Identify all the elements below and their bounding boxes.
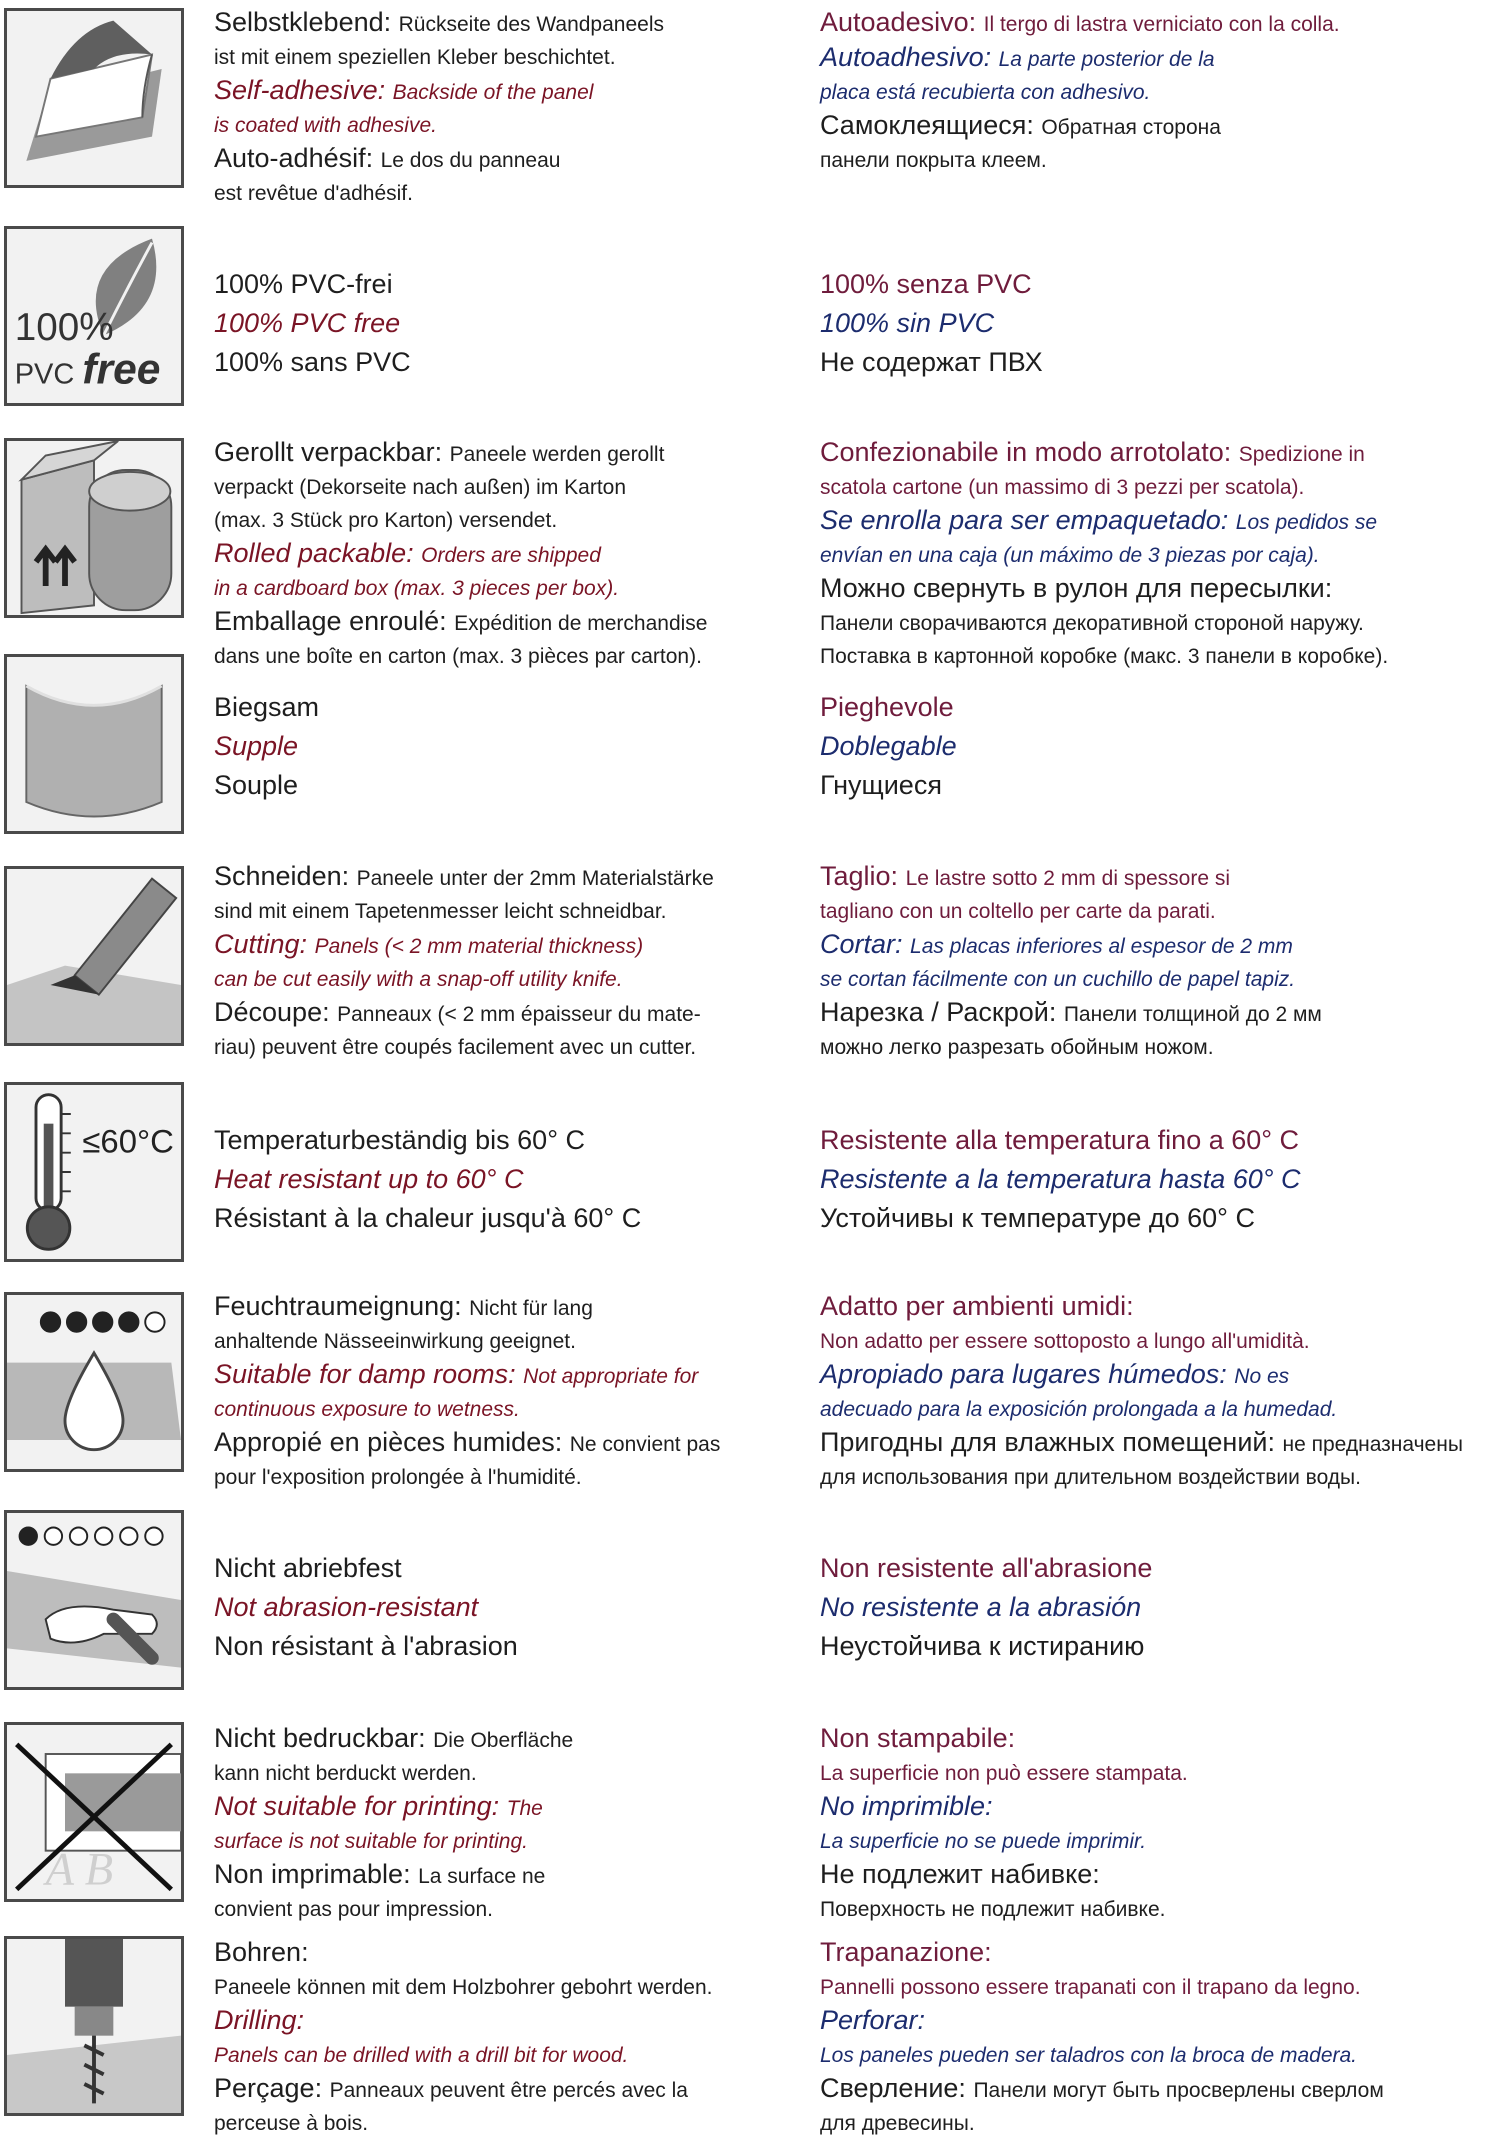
abrasion-hand-icon [4, 1510, 184, 1690]
text-line [214, 572, 784, 605]
feature-description: in a cardboard box (max. 3 pieces per box). [214, 577, 620, 600]
feature-description: Panneaux peuvent être percés avec la [329, 2079, 688, 2102]
text-line [820, 504, 1500, 539]
feature-heading: Не содержат ПВХ [820, 347, 1043, 377]
text-line [214, 1628, 784, 1667]
text-line [214, 1858, 784, 1893]
text-line [214, 41, 784, 74]
text-line [214, 1461, 784, 1494]
text-line [820, 1936, 1500, 1971]
peel-sheet-icon [4, 8, 184, 188]
text-line [214, 1722, 784, 1757]
text-line [820, 1290, 1500, 1325]
text-line [820, 1971, 1500, 2004]
feature-heading: Non résistant à l'abrasion [214, 1631, 518, 1661]
text-line [214, 2039, 784, 2072]
feature-heading: Not suitable for printing: [214, 1791, 507, 1821]
text-line [820, 607, 1500, 640]
text-line [820, 1161, 1500, 1200]
feature-text-right [820, 1550, 1500, 1667]
text-line [214, 1893, 784, 1926]
text-line [820, 2072, 1500, 2107]
text-line [214, 1589, 784, 1628]
text-line [214, 504, 784, 537]
text-line [820, 266, 1500, 305]
feature-heading: Souple [214, 770, 299, 800]
text-line [214, 537, 784, 572]
feature-description: Панели сворачиваются декоративной стороной наружу. [820, 612, 1364, 635]
feature-description: No es [1234, 1365, 1290, 1388]
feature-description: Las placas inferiores al espesor de 2 mm [910, 935, 1293, 958]
text-line [214, 2004, 784, 2039]
text-line [214, 436, 784, 471]
feature-text-left [214, 1936, 784, 2140]
feature-description: Nicht für lang [469, 1297, 593, 1320]
feature-heading: Cortar: [820, 929, 911, 959]
text-line [820, 728, 1500, 767]
text-line [214, 640, 784, 673]
text-line [820, 1589, 1500, 1628]
feature-heading: Nicht bedruckbar: [214, 1723, 434, 1753]
text-line [820, 344, 1500, 383]
feature-heading: Résistant à la chaleur jusqu'à 60° C [214, 1203, 642, 1233]
feature-description: est revêtue d'adhésif. [214, 182, 413, 205]
feature-description: scatola cartone (un massimo di 3 pezzi per scatola). [820, 476, 1305, 499]
feature-text-left [214, 860, 784, 1064]
feature-heading: Гнущиеся [820, 770, 942, 800]
feature-description: placa está recubierta con adhesivo. [820, 81, 1151, 104]
text-line [214, 471, 784, 504]
text-line [820, 1722, 1500, 1757]
text-line [820, 1325, 1500, 1358]
feature-description: pour l'exposition prolongée à l'humidité. [214, 1466, 582, 1489]
feature-description: Die Oberfläche [433, 1729, 574, 1752]
feature-description: Non adatto per essere sottoposto a lungo all'umidità. [820, 1330, 1310, 1353]
feature-description: для древесины. [820, 2112, 975, 2135]
box-roll-icon [4, 438, 184, 618]
text-line [214, 1936, 784, 1971]
text-line [820, 109, 1500, 144]
feature-heading: Неустойчива к истиранию [820, 1631, 1145, 1661]
feature-description: Rückseite des Wandpaneels [398, 13, 664, 36]
icon-text-100: 100% [14, 306, 114, 350]
feature-heading: No resistente a la abrasión [820, 1592, 1142, 1622]
feature-text-right [820, 436, 1500, 673]
feature-text-right [820, 1122, 1500, 1239]
feature-text-left [214, 689, 784, 806]
feature-heading: Gerollt verpackbar: [214, 437, 450, 467]
feature-text-left [214, 266, 784, 383]
feature-heading: 100% PVC free [214, 308, 401, 338]
text-line [214, 928, 784, 963]
feature-heading: Non stampabile: [820, 1723, 1016, 1753]
text-line [820, 996, 1500, 1031]
feature-description: adecuado para la exposición prolongada a la humedad. [820, 1398, 1338, 1421]
feature-heading: Bohren: [214, 1937, 309, 1967]
feature-description: tagliano con un coltello per carte da parati. [820, 900, 1216, 923]
feature-description: riau) peuvent être coupés facilement avec un cutter. [214, 1036, 697, 1059]
feature-heading: Нарезка / Раскрой: [820, 997, 1064, 1027]
text-line [820, 640, 1500, 673]
text-line [820, 41, 1500, 76]
feature-heading: Feuchtraumeignung: [214, 1291, 470, 1321]
feature-description: Панели толщиной до 2 мм [1063, 1003, 1322, 1026]
text-line [820, 1893, 1500, 1926]
text-line [214, 728, 784, 767]
text-line [214, 74, 784, 109]
feature-description: La surface ne [418, 1865, 546, 1888]
text-line [214, 1031, 784, 1064]
feature-description: Los pedidos se [1235, 511, 1378, 534]
feature-heading: Самоклеящиеся: [820, 110, 1042, 140]
feature-description: dans une boîte en carton (max. 3 pièces par carton). [214, 645, 702, 668]
feature-heading: Можно свернуть в рулон для пересылки: [820, 573, 1333, 603]
text-line [214, 1825, 784, 1858]
feature-heading: Self-adhesive: [214, 75, 393, 105]
feature-description: (max. 3 Stück pro Karton) versendet. [214, 509, 558, 532]
feature-heading: Supple [214, 731, 299, 761]
feature-heading: Сверление: [820, 2073, 974, 2103]
feature-description: Orders are shipped [421, 544, 601, 567]
feature-heading: Apropiado para lugares húmedos: [820, 1359, 1235, 1389]
feature-description: convient pas pour impression. [214, 1898, 493, 1921]
text-line [214, 109, 784, 142]
feature-description: is coated with adhesive. [214, 114, 437, 137]
feature-heading: Rolled packable: [214, 538, 422, 568]
text-line [214, 1325, 784, 1358]
feature-description: Il tergo di lastra verniciato con la colla. [983, 13, 1340, 36]
text-line [820, 1628, 1500, 1667]
text-line [820, 1358, 1500, 1393]
feature-description: La superficie no se puede imprimir. [820, 1830, 1147, 1853]
feature-description: ist mit einem speziellen Kleber beschichtet. [214, 46, 616, 69]
text-line [214, 177, 784, 210]
feature-text-left [214, 436, 784, 673]
feature-heading: Adatto per ambienti umidi: [820, 1291, 1134, 1321]
feature-description: не предназначены [1282, 1433, 1463, 1456]
text-line [820, 436, 1500, 471]
feature-description: envían en una caja (un máximo de 3 piezas por caja). [820, 544, 1320, 567]
text-line [214, 1290, 784, 1325]
feature-description: surface is not suitable for printing. [214, 1830, 528, 1853]
text-line [820, 539, 1500, 572]
feature-heading: Cutting: [214, 929, 315, 959]
feature-description: Panneaux (< 2 mm épaisseur du mate- [337, 1003, 701, 1026]
feature-heading: No imprimible: [820, 1791, 993, 1821]
feature-text-right [820, 1936, 1500, 2140]
text-line [214, 767, 784, 806]
text-line [820, 1858, 1500, 1893]
text-line [820, 2039, 1500, 2072]
text-line [214, 1200, 784, 1239]
feature-heading: Doblegable [820, 731, 957, 761]
feature-text-left [214, 1550, 784, 1667]
feature-heading: Schneiden: [214, 861, 357, 891]
cutter-knife-icon [4, 866, 184, 1046]
text-line [820, 767, 1500, 806]
feature-description: anhaltende Nässeeinwirkung geeignet. [214, 1330, 576, 1353]
feature-description: Backside of the panel [392, 81, 594, 104]
feature-description: Paneele unter der 2mm Materialstärke [356, 867, 714, 890]
feature-heading: Emballage enroulé: [214, 606, 455, 636]
feature-heading: Resistente a la temperatura hasta 60° C [820, 1164, 1301, 1194]
feature-text-left [214, 1722, 784, 1926]
feature-heading: Не подлежит набивке: [820, 1859, 1100, 1889]
feature-text-right [820, 6, 1500, 177]
feature-text-left [214, 1290, 784, 1494]
feature-description: perceuse à bois. [214, 2112, 369, 2135]
feature-heading: 100% PVC-frei [214, 269, 393, 299]
feature-heading: Non resistente all'abrasione [820, 1553, 1153, 1583]
feature-heading: Auto-adhésif: [214, 143, 381, 173]
feature-description: The [506, 1797, 543, 1820]
water-drop-icon [4, 1292, 184, 1472]
feature-text-left [214, 1122, 784, 1239]
icon-text-pvc: PVC [14, 358, 75, 391]
text-line [820, 471, 1500, 504]
feature-description: Expédition de merchandise [454, 612, 708, 635]
feature-description: kann nicht berduckt werden. [214, 1762, 477, 1785]
feature-heading: Découpe: [214, 997, 338, 1027]
feature-heading: Resistente alla temperatura fino a 60° C [820, 1125, 1300, 1155]
feature-heading: Suitable for damp rooms: [214, 1359, 524, 1389]
feature-heading: Non imprimable: [214, 1859, 419, 1889]
feature-description: Обратная сторона [1041, 116, 1221, 139]
feature-description: Spedizione in [1238, 443, 1365, 466]
text-line [214, 1971, 784, 2004]
feature-heading: Confezionabile in modo arrotolato: [820, 437, 1239, 467]
feature-description: verpackt (Dekorseite nach außen) im Karton [214, 476, 627, 499]
feature-description: sind mit einem Tapetenmesser leicht schneidbar. [214, 900, 667, 923]
text-line [820, 1426, 1500, 1461]
text-line [214, 1122, 784, 1161]
text-line [214, 605, 784, 640]
icon-text-free: free [82, 345, 161, 394]
text-line [214, 344, 784, 383]
text-line [214, 860, 784, 895]
feature-heading: Perçage: [214, 2073, 330, 2103]
text-line [214, 142, 784, 177]
feature-description: can be cut easily with a snap-off utility knife. [214, 968, 623, 991]
feature-heading: 100% sin PVC [820, 308, 995, 338]
feature-description: La parte posterior de la [998, 48, 1215, 71]
feature-heading: Selbstklebend: [214, 7, 399, 37]
feature-heading: Appropié en pièces humides: [214, 1427, 570, 1457]
feature-description: можно легко разрезать обойным ножом. [820, 1036, 1214, 1059]
text-line [820, 2004, 1500, 2039]
text-line [820, 1031, 1500, 1064]
text-line [214, 305, 784, 344]
text-line [820, 1550, 1500, 1589]
text-line [214, 266, 784, 305]
feature-text-right [820, 689, 1500, 806]
feature-description: Le dos du panneau [380, 149, 561, 172]
text-line [820, 895, 1500, 928]
feature-heading: Heat resistant up to 60° C [214, 1164, 524, 1194]
feature-description: Поверхность не подлежит набивке. [820, 1898, 1166, 1921]
feature-description: Paneele können mit dem Holzbohrer gebohrt werden. [214, 1976, 713, 1999]
feature-text-left [214, 6, 784, 210]
text-line [820, 572, 1500, 607]
text-line [214, 1393, 784, 1426]
text-line [820, 6, 1500, 41]
feature-heading: Temperaturbeständig bis 60° C [214, 1125, 585, 1155]
feature-heading: Perforar: [820, 2005, 926, 2035]
feature-heading: Trapanazione: [820, 1937, 992, 1967]
feature-heading: Autoadhesivo: [820, 42, 999, 72]
feature-heading: Drilling: [214, 2005, 305, 2035]
text-line [214, 6, 784, 41]
feature-description: Le lastre sotto 2 mm di spessore si [905, 867, 1231, 890]
no-print-icon [4, 1722, 184, 1902]
feature-text-right [820, 1290, 1500, 1494]
feature-description: La superficie non può essere stampata. [820, 1762, 1188, 1785]
drill-icon [4, 1936, 184, 2116]
text-line [820, 2107, 1500, 2140]
feature-heading: Устойчивы к температуре до 60° C [820, 1203, 1255, 1233]
text-line [820, 1825, 1500, 1858]
leaf-icon [4, 226, 184, 406]
thermometer-icon [4, 1082, 184, 1262]
text-line [820, 928, 1500, 963]
feature-description: Panels (< 2 mm material thickness) [314, 935, 644, 958]
feature-heading: Пригодны для влажных помещений: [820, 1427, 1283, 1457]
text-line [214, 963, 784, 996]
feature-description: для использования при длительном воздействии воды. [820, 1466, 1361, 1489]
text-line [820, 144, 1500, 177]
text-line [214, 2107, 784, 2140]
feature-heading: Not abrasion-resistant [214, 1592, 479, 1622]
feature-heading: Biegsam [214, 692, 320, 722]
text-line [820, 1393, 1500, 1426]
feature-heading: Nicht abriebfest [214, 1553, 402, 1583]
text-line [214, 689, 784, 728]
icon-text-60c: ≤60°C [82, 1122, 174, 1160]
feature-heading: Se enrolla para ser empaquetado: [820, 505, 1236, 535]
feature-description: Панели могут быть просверлены сверлом [973, 2079, 1384, 2102]
text-line [214, 1161, 784, 1200]
feature-description: панели покрыта клеем. [820, 149, 1047, 172]
text-line [820, 963, 1500, 996]
text-line [820, 1790, 1500, 1825]
feature-heading: Taglio: [820, 861, 906, 891]
feature-text-right [820, 266, 1500, 383]
feature-heading: 100% senza PVC [820, 269, 1032, 299]
feature-description: Paneele werden gerollt [449, 443, 665, 466]
text-line [214, 2072, 784, 2107]
text-line [214, 895, 784, 928]
text-line [214, 1757, 784, 1790]
feature-description: Ne convient pas [569, 1433, 721, 1456]
bent-panel-icon [4, 654, 184, 834]
feature-description: Pannelli possono essere trapanati con il trapano da legno. [820, 1976, 1361, 1999]
text-line [820, 1200, 1500, 1239]
svg-text:A B: A B [45, 1844, 114, 1896]
feature-text-right [820, 1722, 1500, 1926]
feature-description: Поставка в картонной коробке (макс. 3 панели в коробке). [820, 645, 1389, 668]
text-line [820, 1122, 1500, 1161]
text-line [820, 689, 1500, 728]
text-line [820, 860, 1500, 895]
text-line [820, 76, 1500, 109]
feature-description: Panels can be drilled with a drill bit for wood. [214, 2044, 629, 2067]
text-line [214, 1550, 784, 1589]
text-line [214, 1358, 784, 1393]
feature-description: se cortan fácilmente con un cuchillo de papel tapiz. [820, 968, 1296, 991]
text-line [214, 1426, 784, 1461]
feature-text-right [820, 860, 1500, 1064]
text-line [214, 1790, 784, 1825]
feature-heading: 100% sans PVC [214, 347, 411, 377]
feature-heading: Autoadesivo: [820, 7, 984, 37]
feature-description: Los paneles pueden ser taladros con la broca de madera. [820, 2044, 1358, 2067]
text-line [820, 1757, 1500, 1790]
text-line [214, 996, 784, 1031]
text-line [820, 1461, 1500, 1494]
text-line [820, 305, 1500, 344]
feature-description: continuous exposure to wetness. [214, 1398, 520, 1421]
feature-description: Not appropriate for [523, 1365, 699, 1388]
feature-heading: Pieghevole [820, 692, 954, 722]
